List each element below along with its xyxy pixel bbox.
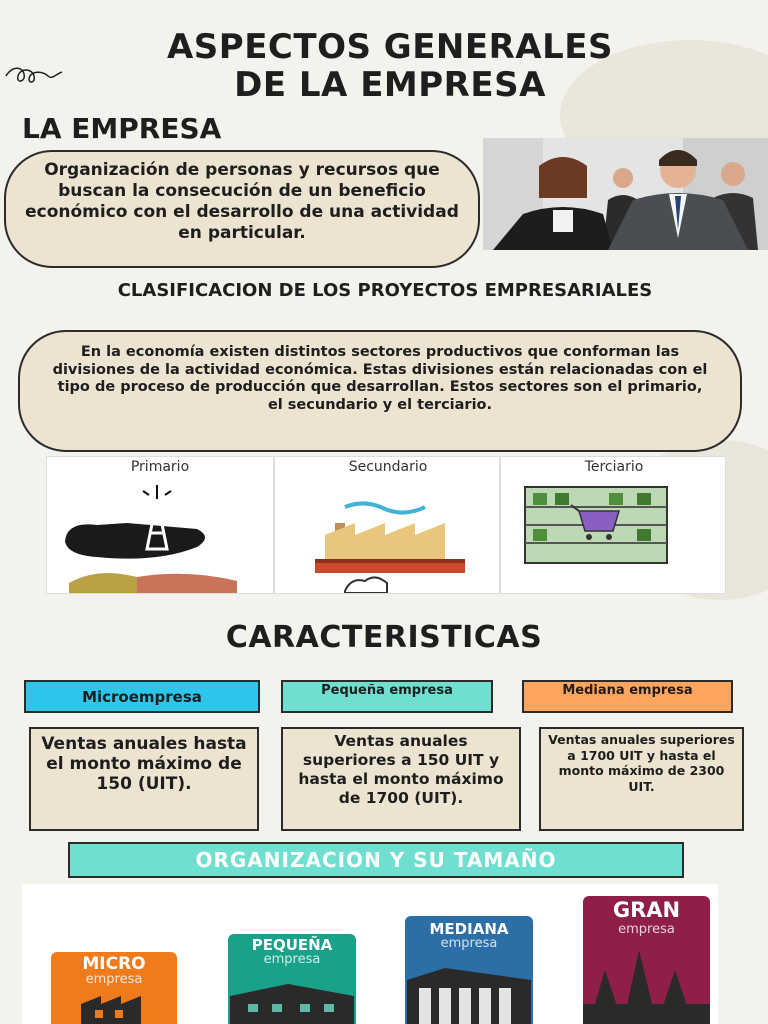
badge-title: MEDIANA <box>429 920 509 938</box>
section-heading-clasificacion: CLASIFICACION DE LOS PROYECTOS EMPRESARIALES <box>117 280 653 301</box>
building-icon <box>51 992 177 1024</box>
factory-icon <box>583 940 710 1024</box>
sector-label: Terciario <box>584 459 644 475</box>
badge-title: GRAN <box>612 898 681 922</box>
badge-title: PEQUEÑA <box>251 936 333 954</box>
badge-title: MICRO <box>82 954 146 974</box>
organizacion-heading: ORGANIZACION Y SU TAMAÑO <box>68 842 684 878</box>
microempresa-description: Ventas anuales hasta el monto máximo de 150 (UIT). <box>29 727 259 831</box>
shop-shelves-icon <box>519 485 709 589</box>
business-people-photo <box>483 138 768 250</box>
badge-subtitle: empresa <box>440 936 498 951</box>
title-line-2: DE LA EMPRESA <box>234 65 546 105</box>
badge-mediana <box>405 916 533 1024</box>
clasificacion-description: En la economía existen distintos sectores productivos que conforman las divisiones de la actividad económica. Estas divisiones están relacionadas con el tipo de proceso de producción que desarrollan. Estos sectores son el primario, el secundario y el terciario. <box>18 330 742 452</box>
badge-micro <box>51 952 177 1024</box>
building-icon <box>228 974 356 1024</box>
building-icon <box>405 958 533 1024</box>
factory-icon <box>295 483 485 593</box>
sector-label: Secundario <box>348 459 428 475</box>
sector-secundario <box>273 457 501 593</box>
sector-primario <box>47 457 273 593</box>
badge-gran <box>583 896 710 1024</box>
badge-pequena <box>228 934 356 1024</box>
sectors-image <box>46 456 726 594</box>
company-size-badges <box>22 884 718 1024</box>
category-tag-pequena: Pequeña empresa <box>281 680 493 713</box>
badge-subtitle: empresa <box>618 922 675 937</box>
squiggle-decoration <box>4 62 74 92</box>
badge-subtitle: empresa <box>85 972 143 987</box>
category-tag-mediana: Mediana empresa <box>522 680 733 713</box>
sector-label: Primario <box>130 459 190 475</box>
pequena-description: Ventas anuales superiores a 150 UIT y hasta el monto máximo de 1700 (UIT). <box>281 727 521 831</box>
section-heading-caracteristicas: CARACTERISTICAS <box>225 620 543 655</box>
empresa-definition: Organización de personas y recursos que buscan la consecución de un beneficio económico con el desarrollo de una actividad en particular. <box>4 150 480 268</box>
oil-rig-icon <box>57 477 257 593</box>
page-title <box>40 28 740 104</box>
category-tag-microempresa: Microempresa <box>24 680 260 713</box>
badge-subtitle: empresa <box>263 952 321 967</box>
title-line-1: ASPECTOS GENERALES <box>166 27 613 67</box>
sector-terciario <box>499 457 727 593</box>
section-heading-empresa: LA EMPRESA <box>22 112 222 145</box>
mediana-description: Ventas anuales superiores a 1700 UIT y hasta el monto máximo de 2300 UIT. <box>539 727 744 831</box>
